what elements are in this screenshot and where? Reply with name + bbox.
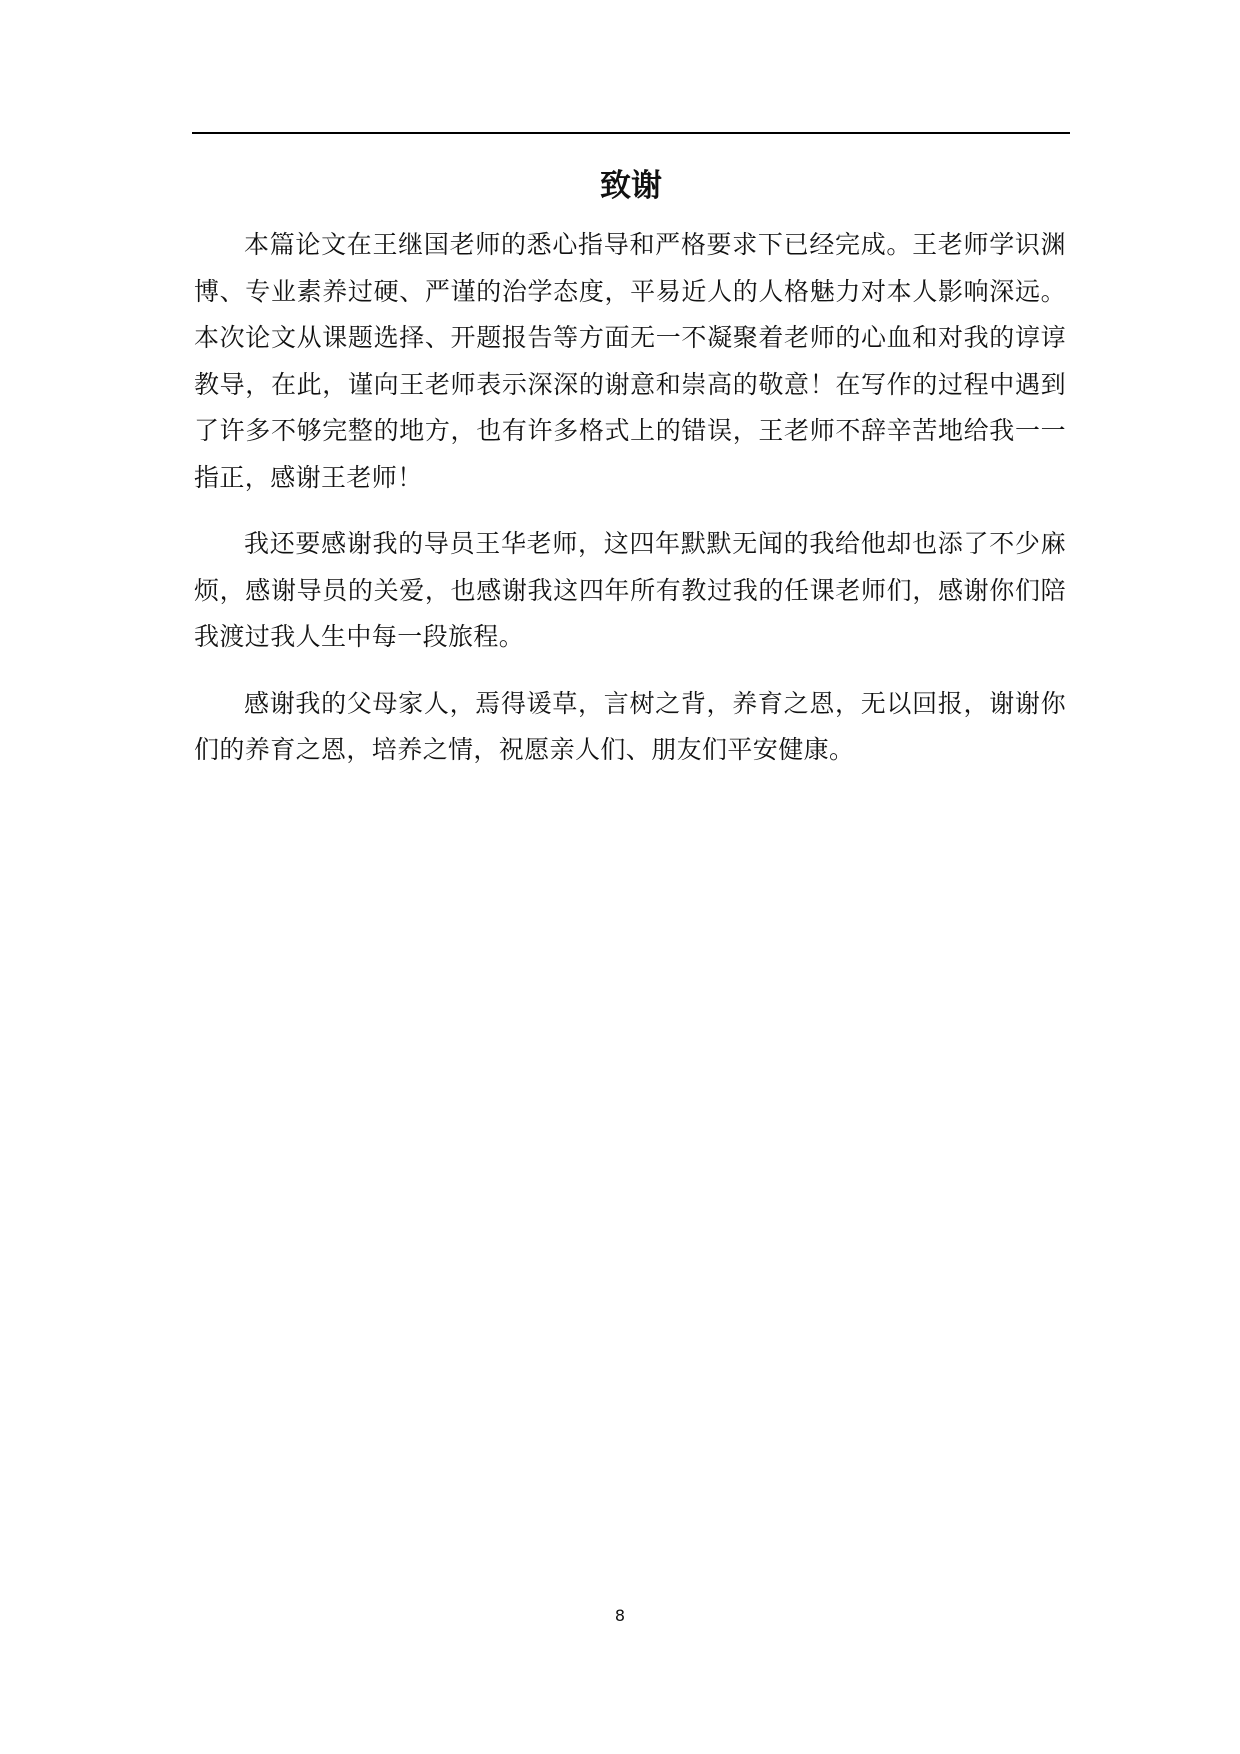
header-rule xyxy=(192,132,1070,134)
page-title: 致谢 xyxy=(600,168,662,204)
paragraph-family: 感谢我的父母家人，焉得谖草，言树之背，养育之恩，无以回报，谢谢你们的养育之恩，培养之情，祝愿亲人们、朋友们平安健康。 xyxy=(194,688,1066,764)
page-number: 8 xyxy=(614,1606,626,1625)
paragraph-advisor: 本篇论文在王继国老师的悉心指导和严格要求下已经完成。王老师学识渊博、专业素养过硬、严谨的治学态度，平易近人的人格魅力对本人影响深远。本次论文从课题选择、开题报告等方面无一不凝聚着老师的心血和对我的谆谆教导，在此，谨向王老师表示深深的谢意和崇高的敬意！在写作的过程中遇到了许多不够完整的地方，也有许多格式上的错误，王老师不辞辛苦地给我一一指正，感谢王老师！ xyxy=(194,230,1066,492)
document-body xyxy=(194,222,1066,794)
paragraph-counselor: 我还要感谢我的导员王华老师，这四年默默无闻的我给他却也添了不少麻烦，感谢导员的关爱，也感谢我这四年所有教过我的任课老师们，感谢你们陪我渡过我人生中每一段旅程。 xyxy=(194,529,1066,651)
